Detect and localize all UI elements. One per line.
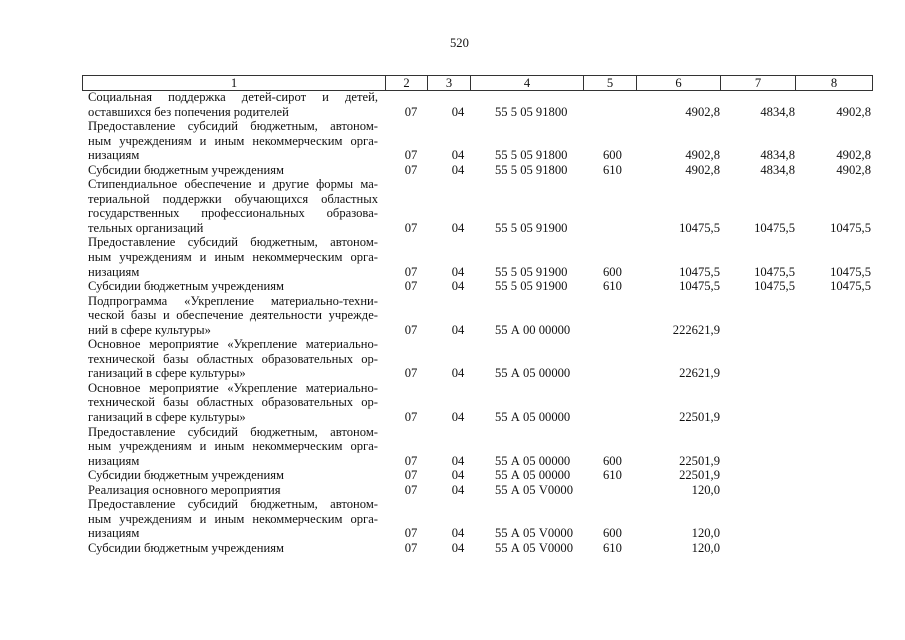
cell-col-8 xyxy=(795,323,871,338)
cell-col-2: 07 xyxy=(404,220,418,235)
row-description xyxy=(88,381,378,425)
cell-col-5 xyxy=(598,483,658,498)
row-description xyxy=(88,468,378,483)
cell-col-7 xyxy=(720,483,795,498)
cell-col-2: 07 xyxy=(404,526,418,541)
description-line: Реализация основного мероприятия xyxy=(88,482,281,497)
cell-col-5: 610 xyxy=(603,540,622,555)
cell-col-7: 10475,5 xyxy=(754,279,795,294)
description-line: Социальная поддержка детей-сирот и детей, xyxy=(88,90,378,104)
cell-col-4: 55 5 05 91800 xyxy=(495,162,568,177)
table-row xyxy=(88,468,878,483)
cell-col-2: 07 xyxy=(404,468,418,483)
table-row xyxy=(88,425,878,469)
table-row xyxy=(88,381,878,425)
cell-col-6: 120,0 xyxy=(691,540,720,555)
cell-col-6: 22501,9 xyxy=(679,410,720,425)
description-line: Предоставление субсидий бюджетным, автоном- xyxy=(88,497,378,512)
description-line: технической базы областных образовательных ор- xyxy=(88,395,378,410)
cell-col-3: 04 xyxy=(451,220,465,235)
page-number: 520 xyxy=(450,36,469,50)
cell-col-3: 04 xyxy=(451,410,465,425)
cell-col-2: 07 xyxy=(404,482,418,497)
description-line: ний в сфере культуры» xyxy=(88,322,211,337)
row-description xyxy=(88,177,378,235)
description-line: Предоставление субсидий бюджетным, автоном- xyxy=(88,235,378,250)
cell-col-5: 600 xyxy=(603,148,622,163)
cell-col-2: 07 xyxy=(404,540,418,555)
row-description xyxy=(88,163,378,178)
cell-col-5: 610 xyxy=(603,279,622,294)
cell-col-3: 04 xyxy=(451,526,465,541)
cell-col-6: 10475,5 xyxy=(679,279,720,294)
cell-col-6: 10475,5 xyxy=(679,220,720,235)
description-line: ческой базы и обеспечение деятельности учрежде- xyxy=(88,308,378,323)
cell-col-5: 600 xyxy=(603,453,622,468)
cell-col-7: 4834,8 xyxy=(760,104,795,119)
description-line: ным учреждениям и иным некоммерческим орга- xyxy=(88,250,378,265)
header-col-7: 7 xyxy=(721,76,796,90)
cell-col-5 xyxy=(598,366,658,381)
cell-col-6: 10475,5 xyxy=(679,264,720,279)
row-description xyxy=(88,279,378,294)
cell-col-7 xyxy=(720,454,795,469)
cell-col-8: 4902,8 xyxy=(836,162,871,177)
description-line: Стипендиальное обеспечение и другие формы ма- xyxy=(88,177,378,192)
description-line: технической базы областных образовательных ор- xyxy=(88,351,378,366)
cell-col-3: 04 xyxy=(451,540,465,555)
row-description xyxy=(88,483,378,498)
cell-col-5 xyxy=(598,105,658,120)
cell-col-2: 07 xyxy=(404,104,418,119)
table-body xyxy=(88,90,878,556)
cell-col-7 xyxy=(720,526,795,541)
cell-col-7: 4834,8 xyxy=(760,148,795,163)
row-description xyxy=(88,119,378,163)
cell-col-4: 55 5 05 91800 xyxy=(495,104,568,119)
description-line: низациям xyxy=(88,264,140,279)
cell-col-7 xyxy=(720,468,795,483)
cell-col-4: 55 А 00 00000 xyxy=(495,322,571,337)
cell-col-4: 55 5 05 91900 xyxy=(495,220,568,235)
table-header xyxy=(82,75,873,91)
cell-col-8: 10475,5 xyxy=(830,220,871,235)
cell-col-4: 55 А 05 V0000 xyxy=(495,540,574,555)
row-description xyxy=(88,337,378,381)
cell-col-6: 4902,8 xyxy=(685,162,720,177)
cell-col-5: 610 xyxy=(603,468,622,483)
table-row xyxy=(88,497,878,541)
table-row xyxy=(88,163,878,178)
cell-col-6: 4902,8 xyxy=(685,148,720,163)
cell-col-3: 04 xyxy=(451,322,465,337)
cell-col-3: 04 xyxy=(451,366,465,381)
description-line: ганизаций в сфере культуры» xyxy=(88,410,246,425)
cell-col-5 xyxy=(598,221,658,236)
cell-col-8 xyxy=(795,526,871,541)
header-col-5: 5 xyxy=(584,76,637,90)
header-col-6: 6 xyxy=(637,76,721,90)
description-line: низациям xyxy=(88,148,140,163)
cell-col-4: 55 5 05 91900 xyxy=(495,279,568,294)
cell-col-2: 07 xyxy=(404,322,418,337)
description-line: ным учреждениям и иным некоммерческим орга- xyxy=(88,133,378,148)
cell-col-4: 55 А 05 00000 xyxy=(495,366,571,381)
cell-col-4: 55 5 05 91800 xyxy=(495,148,568,163)
table-row xyxy=(88,294,878,338)
description-line: ганизаций в сфере культуры» xyxy=(88,366,246,381)
cell-col-7 xyxy=(720,541,795,556)
cell-col-7: 10475,5 xyxy=(754,220,795,235)
description-line: тельных организаций xyxy=(88,220,204,235)
cell-col-3: 04 xyxy=(451,279,465,294)
table-row xyxy=(88,279,878,294)
cell-col-8 xyxy=(795,468,871,483)
cell-col-3: 04 xyxy=(451,148,465,163)
cell-col-2: 07 xyxy=(404,148,418,163)
cell-col-5 xyxy=(598,323,658,338)
description-line: Основное мероприятие «Укрепление материально- xyxy=(88,337,378,352)
table-row xyxy=(88,483,878,498)
cell-col-3: 04 xyxy=(451,264,465,279)
cell-col-7 xyxy=(720,323,795,338)
description-line: териальной поддержки обучающихся областных xyxy=(88,191,378,206)
description-line: Основное мероприятие «Укрепление материально- xyxy=(88,380,378,395)
description-line: Субсидии бюджетным учреждениям xyxy=(88,279,284,294)
cell-col-8 xyxy=(795,454,871,469)
cell-col-8 xyxy=(795,366,871,381)
cell-col-8: 4902,8 xyxy=(836,148,871,163)
table-row xyxy=(88,119,878,163)
header-col-3: 3 xyxy=(428,76,471,90)
description-line: Субсидии бюджетным учреждениям xyxy=(88,468,284,483)
cell-col-2: 07 xyxy=(404,410,418,425)
cell-col-2: 07 xyxy=(404,279,418,294)
cell-col-8 xyxy=(795,410,871,425)
cell-col-8: 10475,5 xyxy=(830,279,871,294)
cell-col-2: 07 xyxy=(404,162,418,177)
cell-col-3: 04 xyxy=(451,468,465,483)
cell-col-6: 120,0 xyxy=(691,526,720,541)
cell-col-6: 120,0 xyxy=(691,482,720,497)
table-row xyxy=(88,90,878,119)
cell-col-6: 22501,9 xyxy=(679,453,720,468)
row-description xyxy=(88,90,378,119)
header-col-4: 4 xyxy=(471,76,584,90)
description-line: низациям xyxy=(88,453,140,468)
description-line: ным учреждениям и иным некоммерческим орга- xyxy=(88,511,378,526)
cell-col-4: 55 А 05 00000 xyxy=(495,410,571,425)
cell-col-2: 07 xyxy=(404,264,418,279)
cell-col-3: 04 xyxy=(451,482,465,497)
cell-col-8: 4902,8 xyxy=(836,104,871,119)
cell-col-6: 4902,8 xyxy=(685,104,720,119)
header-col-2: 2 xyxy=(386,76,428,90)
cell-col-2: 07 xyxy=(404,366,418,381)
description-line: низациям xyxy=(88,526,140,541)
row-description xyxy=(88,425,378,469)
description-line: Подпрограмма «Укрепление материально-техни- xyxy=(88,293,378,308)
cell-col-8 xyxy=(795,483,871,498)
cell-col-7: 4834,8 xyxy=(760,162,795,177)
cell-col-7 xyxy=(720,410,795,425)
header-col-1: 1 xyxy=(83,76,386,90)
cell-col-2: 07 xyxy=(404,453,418,468)
cell-col-3: 04 xyxy=(451,162,465,177)
cell-col-4: 55 А 05 00000 xyxy=(495,468,571,483)
row-description xyxy=(88,497,378,541)
cell-col-4: 55 А 05 V0000 xyxy=(495,482,574,497)
header-col-8: 8 xyxy=(830,76,838,90)
row-description xyxy=(88,294,378,338)
cell-col-5: 610 xyxy=(603,162,622,177)
description-line: Предоставление субсидий бюджетным, автоном- xyxy=(88,119,378,134)
row-description xyxy=(88,541,378,556)
table-row xyxy=(88,177,878,235)
table-row xyxy=(88,337,878,381)
cell-col-4: 55 А 05 00000 xyxy=(495,453,571,468)
cell-col-5 xyxy=(598,410,658,425)
cell-col-3: 04 xyxy=(451,104,465,119)
cell-col-7 xyxy=(720,366,795,381)
cell-col-4: 55 А 05 V0000 xyxy=(495,526,574,541)
cell-col-3: 04 xyxy=(451,453,465,468)
cell-col-7: 10475,5 xyxy=(754,264,795,279)
cell-col-4: 55 5 05 91900 xyxy=(495,264,568,279)
description-line: Предоставление субсидий бюджетным, автоном- xyxy=(88,424,378,439)
description-line: Субсидии бюджетным учреждениям xyxy=(88,162,284,177)
description-line: ным учреждениям и иным некоммерческим орга- xyxy=(88,439,378,454)
description-line: Субсидии бюджетным учреждениям xyxy=(88,540,284,555)
table-row xyxy=(88,235,878,279)
cell-col-6: 22621,9 xyxy=(679,366,720,381)
cell-col-5: 600 xyxy=(603,264,622,279)
cell-col-6: 22501,9 xyxy=(679,468,720,483)
cell-col-5: 600 xyxy=(603,526,622,541)
description-line: оставшихся без попечения родителей xyxy=(88,104,289,119)
description-line: государственных профессиональных образова- xyxy=(88,206,378,221)
table-row xyxy=(88,541,878,556)
cell-col-6: 222621,9 xyxy=(672,322,720,337)
row-description xyxy=(88,235,378,279)
cell-col-8 xyxy=(795,541,871,556)
cell-col-8: 10475,5 xyxy=(830,264,871,279)
